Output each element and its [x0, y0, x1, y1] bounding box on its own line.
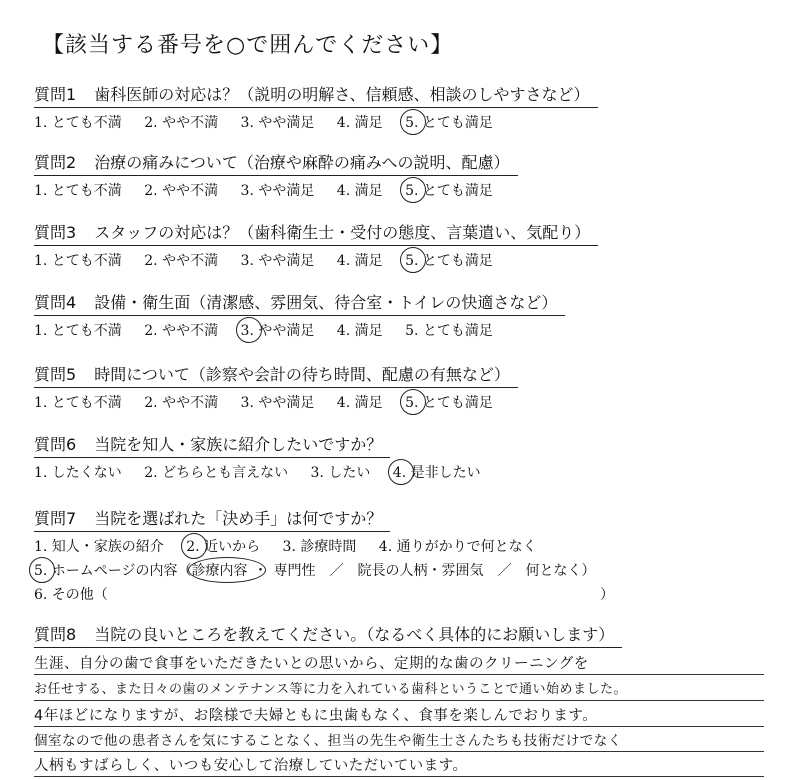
line-rule: [34, 726, 764, 727]
question-number: 質問7: [34, 509, 77, 528]
question-6: [34, 432, 774, 482]
question-text: 当院を知人・家族に紹介したいですか？: [94, 435, 383, 454]
line-rule: [34, 700, 764, 701]
option-6[interactable]: 6. その他（: [34, 587, 108, 603]
question-text: 当院を選ばれた「決め手」は何ですか？: [94, 509, 383, 528]
circle-mark: [29, 557, 55, 583]
circle-mark: [388, 459, 414, 485]
question-8: [34, 622, 774, 648]
question-number: 質問1: [34, 85, 77, 104]
other-close: ）: [600, 587, 614, 603]
option-3-circled[interactable]: 3. やや満足: [241, 320, 315, 340]
question-text: スタッフの対応は？（歯科衛生士・受付の態度、言葉遣い、気配り）: [94, 223, 591, 242]
option-3[interactable]: 3. やや満足: [240, 395, 315, 411]
question-number: 質問3: [34, 223, 77, 242]
sub-option-nothing[interactable]: 何となく: [525, 563, 582, 579]
circle-mark: [400, 109, 426, 135]
option-4[interactable]: 4. 満足: [336, 323, 383, 339]
option-3[interactable]: 3. したい: [310, 465, 371, 481]
question-text: 当院の良いところを教えてください。（なるべく具体的にお願いします）: [94, 625, 615, 644]
option-5-circled[interactable]: 5. ホームページの内容（: [34, 560, 192, 580]
question-text: 設備・衛生面（清潔感、雰囲気、待合室・トイレの快適さなど）: [94, 293, 558, 312]
line-rule: [34, 674, 764, 675]
option-5-circled[interactable]: 5. とても満足: [405, 180, 493, 200]
option-2[interactable]: 2. どちらとも言えない: [144, 465, 289, 481]
question-1: [34, 82, 774, 132]
question-number: 質問6: [34, 435, 77, 454]
option-1[interactable]: 1. したくない: [34, 465, 122, 481]
line-rule: [34, 751, 764, 752]
option-1[interactable]: 1. とても不満: [34, 253, 122, 269]
question-number: 質問2: [34, 153, 77, 172]
handwritten-line-3: 4年ほどになりますが、お陰様で夫婦ともに虫歯もなく、食事を楽しんでおります。: [34, 708, 598, 724]
option-3[interactable]: 3. やや満足: [240, 253, 315, 269]
page-header: 【該当する番号を○で囲んでください】: [42, 33, 454, 58]
question-text: 時間について（診察や会計の待ち時間、配慮の有無など）: [94, 365, 510, 384]
handwritten-line-2: お任せする、また日々の歯のメンテナンス等に力を入れている歯科ということで通い始めました。: [34, 682, 627, 697]
sub-option-specialty[interactable]: 専門性: [273, 563, 316, 579]
circle-mark: [400, 389, 426, 415]
option-5-circled[interactable]: 5. とても満足: [405, 112, 493, 132]
circle-mark: [181, 533, 207, 559]
separator: ／: [497, 563, 512, 579]
question-4: [34, 290, 774, 340]
option-4-circled[interactable]: 4. 是非したい: [393, 462, 481, 482]
question-number: 質問4: [34, 293, 77, 312]
line-rule: [34, 776, 764, 777]
question-7: 質問7 当院を選ばれた「決め手」は何ですか？ 1. 知人・家族の紹介 2. 近いから 3. 診療時間 4. 通りがかりで何となく 5. ホームページの内容（ 診療内容 ・ 専門性 ／ 院長の人柄・雰囲気 ／ 何となく） 6. その他（ ）: [34, 506, 774, 604]
option-4[interactable]: 4. 満足: [336, 115, 383, 131]
option-4[interactable]: 4. 満足: [336, 183, 383, 199]
circle-mark: [400, 247, 426, 273]
separator: ／: [329, 563, 344, 579]
question-text: 治療の痛みについて（治療や麻酔の痛みへの説明、配慮）: [94, 153, 510, 172]
handwritten-line-5: 人柄もすばらしく、いつも安心して治療していただいています。: [34, 758, 468, 774]
sub-option-director[interactable]: 院長の人柄・雰囲気: [357, 563, 484, 579]
handwritten-line-1: 生涯、自分の歯で食事をいただきたいとの思いから、定期的な歯のクリーニングを: [34, 656, 589, 672]
question-text: 歯科医師の対応は？（説明の明解さ、信頼感、相談のしやすさなど）: [94, 85, 590, 104]
option-2[interactable]: 2. やや不満: [144, 323, 219, 339]
option-5-circled[interactable]: 5. とても満足: [405, 250, 493, 270]
option-4[interactable]: 4. 満足: [336, 253, 383, 269]
question-number: 質問5: [34, 365, 77, 384]
option-2-circled[interactable]: 2. 近いから: [186, 536, 260, 556]
option-1[interactable]: 1. とても不満: [34, 395, 122, 411]
option-2[interactable]: 2. やや不満: [144, 115, 219, 131]
handwritten-line-4: 個室なので他の患者さんを気にすることなく、担当の先生や衛生士さんたちも技術だけでなく: [34, 733, 622, 749]
option-1[interactable]: 1. とても不満: [34, 183, 122, 199]
option-1[interactable]: 1. とても不満: [34, 115, 122, 131]
option-3[interactable]: 3. やや満足: [240, 183, 315, 199]
circle-mark: [236, 317, 262, 343]
circle-mark: [400, 177, 426, 203]
option-2[interactable]: 2. やや不満: [144, 395, 219, 411]
option-3[interactable]: 3. やや満足: [240, 115, 315, 131]
option-4[interactable]: 4. 通りがかりで何となく: [378, 539, 537, 555]
question-2: [34, 150, 774, 200]
circle-mark: [188, 557, 266, 583]
question-3: [34, 220, 774, 270]
sub-option-content[interactable]: 診療内容: [192, 560, 248, 580]
question-number: 質問8: [34, 625, 77, 644]
option-5-circled[interactable]: 5. とても満足: [405, 392, 493, 412]
option-3[interactable]: 3. 診療時間: [282, 539, 357, 555]
option-2[interactable]: 2. やや不満: [144, 253, 219, 269]
option-1[interactable]: 1. とても不満: [34, 323, 122, 339]
option-2[interactable]: 2. やや不満: [144, 183, 219, 199]
option-1[interactable]: 1. 知人・家族の紹介: [34, 539, 164, 555]
option-4[interactable]: 4. 満足: [336, 395, 383, 411]
question-5: [34, 362, 774, 412]
option-5[interactable]: 5. とても満足: [405, 323, 493, 339]
